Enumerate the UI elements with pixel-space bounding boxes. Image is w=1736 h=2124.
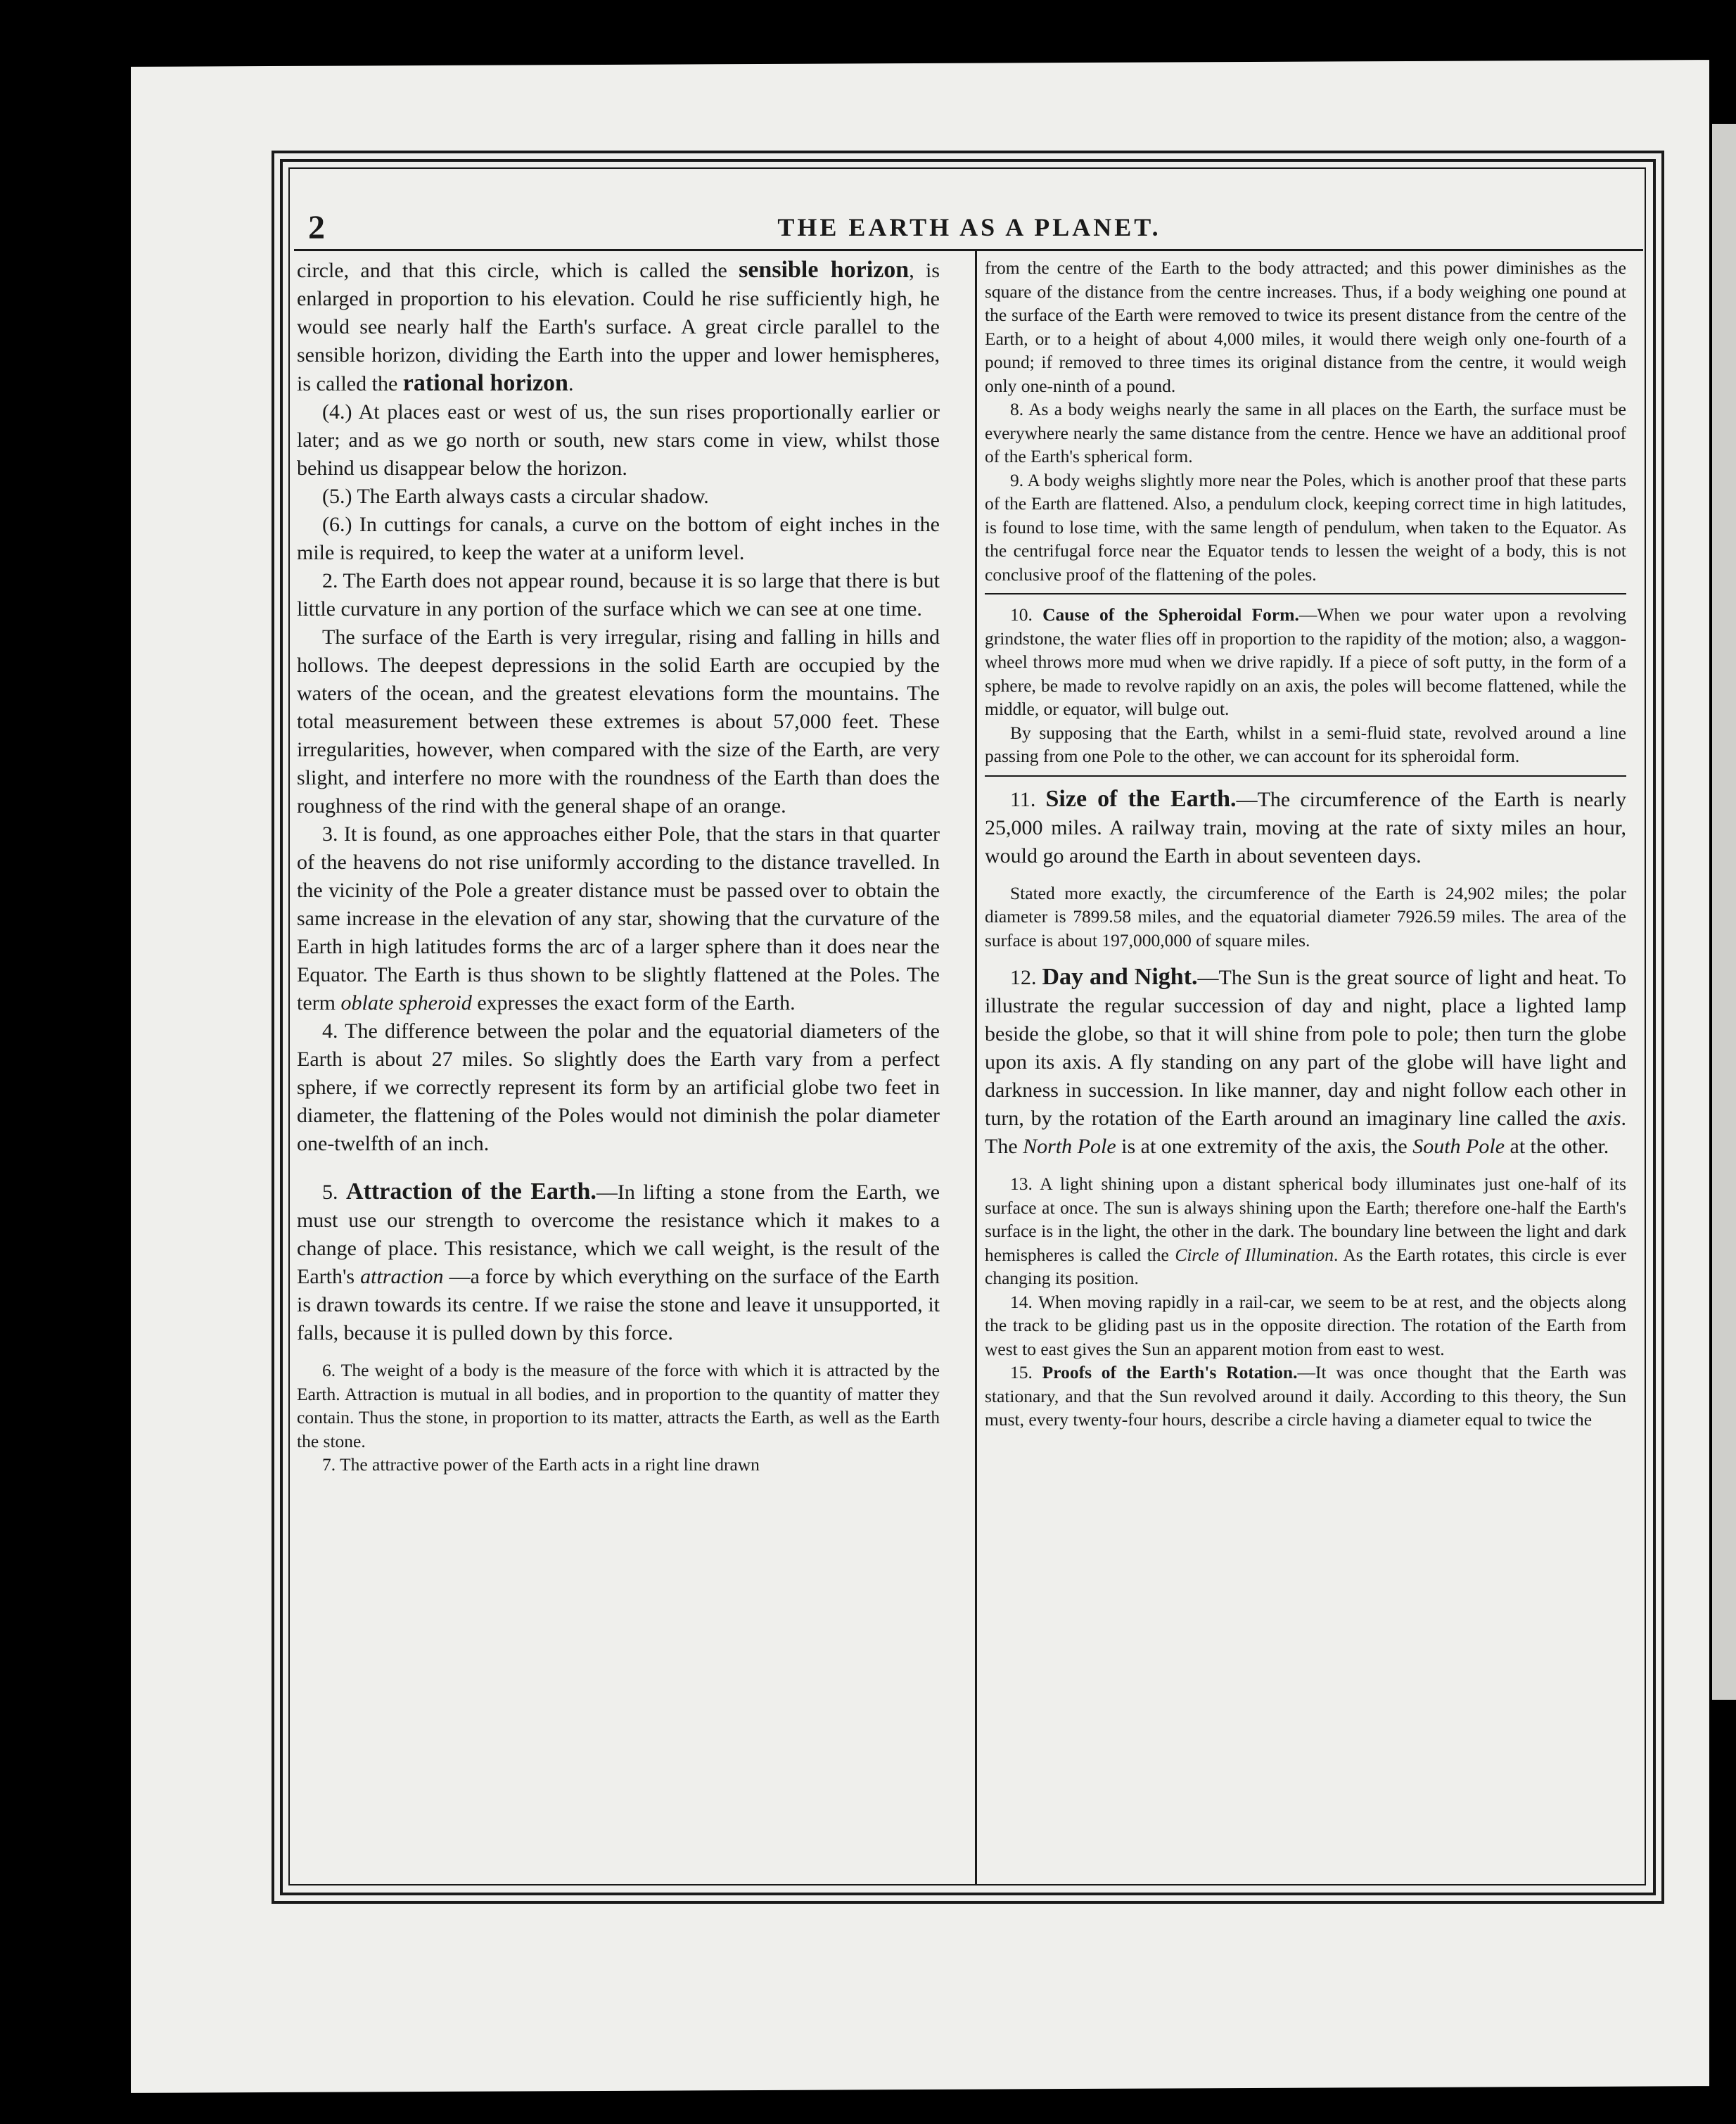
text-run: —a force by which everything on the surface of the Earth is drawn towards its centre. If we raise the stone and leave it unsupported, it falls, because it is pulled down by this force. <box>297 1265 940 1344</box>
adjacent-page-edge <box>1712 124 1736 1700</box>
paragraph-13 <box>985 1172 1626 1290</box>
page-header <box>308 208 1630 248</box>
header-rule <box>294 249 1643 251</box>
term-south-pole: South Pole <box>1412 1135 1505 1158</box>
text-run: at the other. <box>1505 1135 1609 1158</box>
paragraph-7-continued: from the centre of the Earth to the body attracted; and this power diminishes as the square of the distance from the centre increases. Thus, if a body weighing one pound at the surface of the Earth were removed to twice its present distance from the centre of the Earth, or to a height of about 4,000 miles, it would there weigh only one-fourth of a pound; if removed to three times its original distance from the centre, it would weigh only one-ninth of a pound. <box>985 257 1626 396</box>
section-spheroidal-form <box>985 603 1626 721</box>
paragraph-9: 9. A body weighs slightly more near the Poles, which is another proof that these parts of the Earth are flattened. Also, a pendulum clock, keeping correct time in high latitudes, is found to lose time, with the same length of pendulum, when taken to the Equator. As the centrifugal force near the Equator tends to lessen the weight of a body, this is not conclusive proof of the flattening of the poles. <box>985 469 1626 585</box>
text-run: 3. It is found, as one approaches either Pole, that the stars in that quarter of the heavens do not rise uniformly according to the distance travelled. In the vicinity of the Pole a greater distance must be passed over to obtain the same increase in the elevation of any star, showing that the curvature of the Earth in high latitudes forms the arc of a larger sphere than it does near the Equator. The Earth is thus shown to be slightly flattened at the Poles. The term <box>297 822 940 1015</box>
paragraph-surface: The surface of the Earth is very irregular, rising and falling in hills and hollows. The deepest depressions in the solid Earth are occupied by the waters of the ocean, and the greatest elevations form the mountains. The total measurement between these extremes is about 57,000 feet. These irregularities, however, when compared with the size of the Earth, are very slight, and interfere no more with the roundness of the Earth than does the roughness of the rind with the general shape of an orange. <box>297 625 940 818</box>
paragraph-3 <box>297 820 940 1017</box>
paragraph-6-weight: 6. The weight of a body is the measure of the force with which it is attracted by the Earth. Attraction is mutual in all bodies, and in proportion to the quantity of matter they contain. Thus the stone, in proportion to its matter, attracts the Earth, as well as the Earth the stone. <box>297 1360 940 1451</box>
section-number: 5. <box>322 1181 347 1204</box>
text-run: . As the Earth rotates, this circle is ever changing its position. <box>985 1244 1626 1288</box>
right-column <box>985 256 1626 1432</box>
section-rotation-proofs <box>985 1361 1626 1432</box>
term-rational-horizon: rational horizon <box>402 370 568 396</box>
left-column <box>297 256 940 1477</box>
paragraph-4-diameters: 4. The difference between the polar and the equatorial diameters of the Earth is about 27 miles. So slightly does the Earth vary from a perfect sphere, if we correctly represent its form by an artificial globe two feet in diameter, the flattening of the Poles would not diminish the polar diameter one-twelfth of an inch. <box>297 1019 940 1155</box>
paragraph-14: 14. When moving rapidly in a rail-car, we seem to be at rest, and the objects along the track to be gliding past us in the opposite direction. The rotation of the Earth from west to east gives the Sun an apparent motion from east to west. <box>985 1291 1626 1359</box>
term-attraction: attraction <box>360 1265 444 1288</box>
term-axis: axis <box>1587 1107 1621 1130</box>
section-number: 12. <box>1010 966 1042 989</box>
text-run: 13. A light shining upon a distant spherical body illuminates just one-half of its surface at once. The sun is always shining upon the Earth; therefore one-half the Earth's surface is in the light, the other in the dark. The boundary line between the light and dark hemispheres is called the <box>985 1174 1626 1265</box>
text-run: . <box>568 372 574 395</box>
paragraph-8: 8. As a body weighs nearly the same in all places on the Earth, the surface must be everywhere nearly the same distance from the centre. Hence we have an additional proof of the Earth's spherical form. <box>985 399 1626 466</box>
section-heading-day-night: Day and Night. <box>1042 964 1198 990</box>
section-day-night <box>985 963 1626 1161</box>
section-heading-rotation: Proofs of the Earth's Rotation. <box>1042 1362 1298 1382</box>
section-heading-attraction: Attraction of the Earth. <box>346 1178 596 1204</box>
section-heading-size: Size of the Earth. <box>1045 785 1237 812</box>
text-run: —The Sun is the great source of light and heat. To illustrate the regular succession of day and night, place a lighted lamp beside the globe, so that it will shine from pole to pole; then turn the globe upon its axis. A fly standing on any part of the globe will have light and darkness in succession. In like manner, day and night follow each other in turn, by the rotation of the Earth around an imaginary line called the <box>985 966 1627 1130</box>
paragraph-horizon <box>297 256 940 398</box>
running-title: THE EARTH AS A PLANET. <box>777 213 1161 241</box>
column-divider <box>975 250 977 1884</box>
paragraph-6: (6.) In cuttings for canals, a curve on the bottom of eight inches in the mile is required, to keep the water at a uniform level. <box>297 513 940 564</box>
section-number: 10. <box>1010 604 1043 625</box>
text-run: , is enlarged in proportion to his elevation. Could he rise sufficiently high, he would see nearly half the Earth's surface. A great circle parallel to the sensible horizon, dividing the Earth into the upper and lower hemispheres, is called the <box>297 259 940 395</box>
term-oblate-spheroid: oblate spheroid <box>340 991 472 1015</box>
term-circle-of-illumination: Circle of Illumination <box>1175 1244 1334 1265</box>
term-sensible-horizon: sensible horizon <box>739 257 910 283</box>
text-run: . The <box>985 1107 1626 1158</box>
text-run: expresses the exact form of the Earth. <box>471 991 796 1015</box>
term-north-pole: North Pole <box>1023 1135 1116 1158</box>
section-attraction <box>297 1178 940 1347</box>
text-run: —When we pour water upon a revolving grindstone, the water flies off in proportion to the rapidity of the motion; also, a waggon-wheel throws more mud when we drive rapidly. If a piece of soft putty, in the form of a sphere, be made to revolve rapidly on an axis, the poles will become flattened, while the middle, or equator, will bulge out. <box>985 604 1626 719</box>
section-number: 15. <box>1010 1362 1042 1382</box>
paragraph-semi-fluid: By supposing that the Earth, whilst in a semi-fluid state, revolved around a line passing from one Pole to the other, we can account for its spheroidal form. <box>985 722 1626 766</box>
section-rule <box>985 593 1626 594</box>
paragraph-5: (5.) The Earth always casts a circular shadow. <box>322 485 709 508</box>
paragraph-4: (4.) At places east or west of us, the sun rises proportionally earlier or later; and as we go north or south, new stars come in view, whilst those behind us disappear below the horizon. <box>297 400 940 480</box>
section-rule <box>985 775 1626 777</box>
section-heading-spheroidal: Cause of the Spheroidal Form. <box>1042 604 1299 625</box>
text-run: is at one extremity of the axis, the <box>1116 1135 1413 1158</box>
text-run: —It was once thought that the Earth was stationary, and that the Sun revolved around it daily. According to this theory, the Sun must, every twenty-four hours, describe a circle having a diameter equal to twice the <box>985 1362 1627 1430</box>
page-number: 2 <box>308 209 325 246</box>
paragraph-size-exact: Stated more exactly, the circumference of the Earth is 24,902 miles; the polar diameter is 7899.58 miles, and the equatorial diameter 7926.59 miles. The area of the surface is about 197,000,000 of square miles. <box>985 882 1626 950</box>
paragraph-2: 2. The Earth does not appear round, because it is so large that there is but little curvature in any portion of the surface which we can see at one time. <box>297 569 940 621</box>
text-run: —The circumference of the Earth is nearly 25,000 miles. A railway train, moving at the rate of sixty miles an hour, would go around the Earth in about seventeen days. <box>985 787 1627 867</box>
paragraph-7-attractive-power: 7. The attractive power of the Earth acts in a right line drawn <box>322 1454 760 1475</box>
text-run: circle, and that this circle, which is called the <box>297 259 739 282</box>
section-size <box>985 785 1626 870</box>
text-run: —In lifting a stone from the Earth, we must use our strength to overcome the resistance which it makes to a change of place. This resistance, which we call weight, is the result of the Earth's <box>297 1181 940 1288</box>
section-number: 11. <box>1010 787 1046 811</box>
